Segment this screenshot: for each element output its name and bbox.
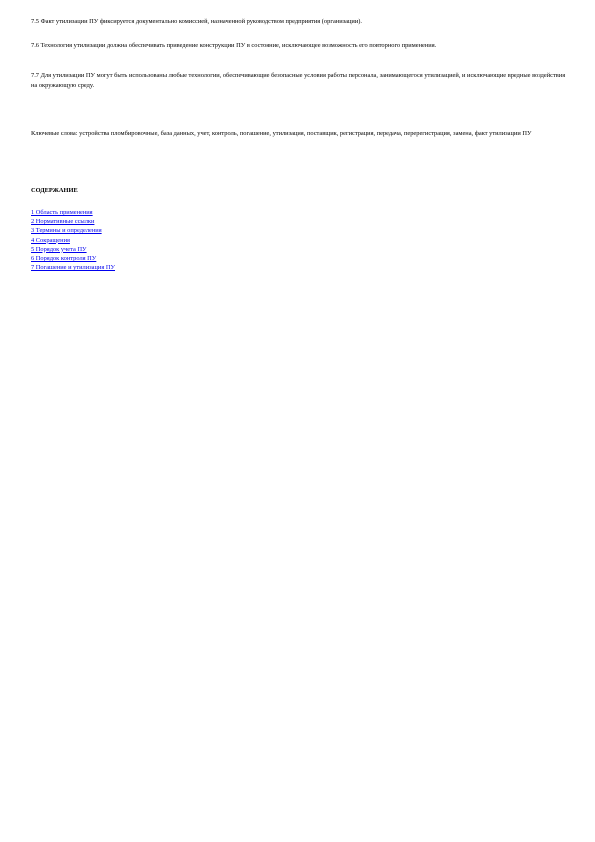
toc-link-accounting-procedure[interactable]: 5 Порядок учета ПУ: [31, 245, 87, 253]
toc-item: [31, 263, 115, 272]
toc-item: [31, 217, 115, 226]
paragraph-7-5: 7.5 Факт утилизации ПУ фиксируется документально комиссией, назначенной руководством предприятия (организации).: [31, 18, 362, 25]
paragraph-7-7: 7.7 Для утилизации ПУ могут быть использованы любые технологии, обеспечивающие безопасные условия работы персонала, занимающегося утилизацией, и исключающие вредные воздействия на окружающую среду.: [31, 72, 566, 89]
paragraph-7-6: 7.6 Технология утилизации должна обеспечивать приведение конструкции ПУ в состояние, исключающее возможность его повторного применения.: [31, 42, 437, 49]
keywords-paragraph: Ключевые слова: устройства пломбировочные, база данных, учет, контроль, погашение, утилизация, поставщик, регистрация, передача, перерегистрация, замена, факт утилизации ПУ: [31, 130, 532, 137]
toc-link-normative-references[interactable]: 2 Нормативные ссылки: [31, 218, 95, 226]
toc-item: [31, 226, 115, 235]
toc-link-cancellation-disposal[interactable]: 7 Погашение и утилизация ПУ: [31, 264, 116, 272]
toc-title: СОДЕРЖАНИЕ: [31, 187, 78, 194]
toc-item: [31, 245, 115, 254]
toc-item: [31, 236, 115, 245]
toc-link-scope[interactable]: 1 Область применения: [31, 209, 93, 216]
table-of-contents: [31, 208, 115, 272]
toc-link-terms-definitions[interactable]: 3 Термины и определения: [31, 227, 102, 235]
toc-link-control-procedure[interactable]: 6 Порядок контроля ПУ: [31, 254, 97, 262]
toc-item: [31, 208, 115, 217]
toc-item: [31, 254, 115, 263]
toc-link-abbreviations[interactable]: 4 Сокращения: [31, 236, 70, 244]
